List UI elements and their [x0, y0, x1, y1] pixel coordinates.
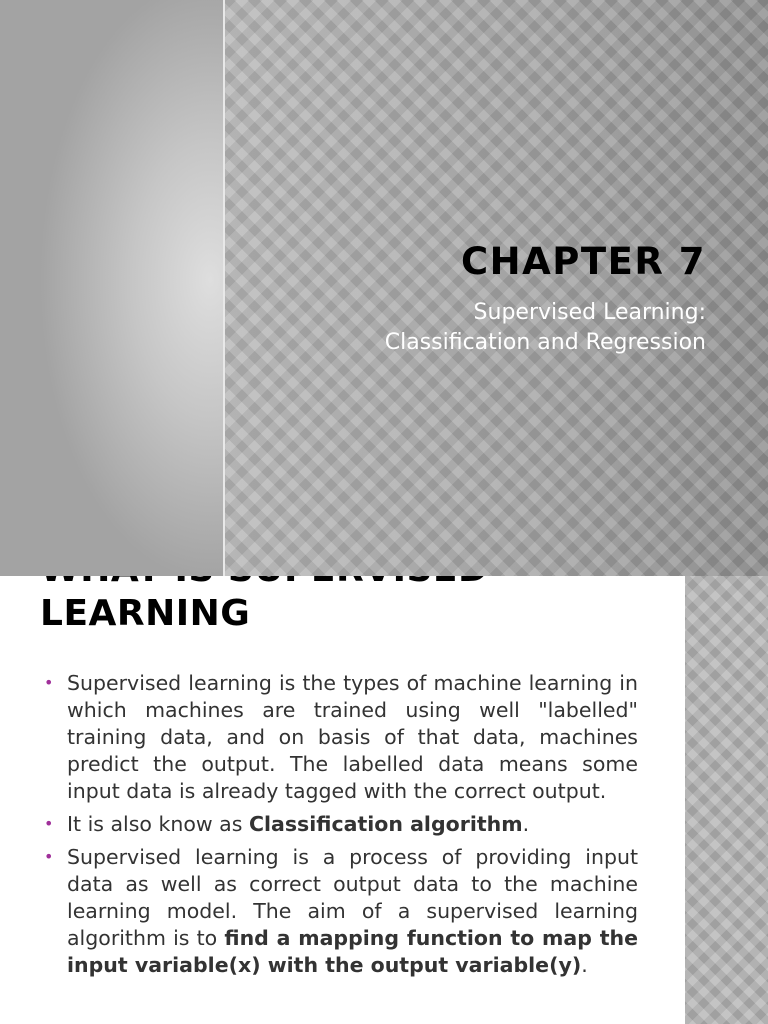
bullet-text: Supervised learning is a process of providing input data as well as correct output data to the machine learning model. The aim of a supervised learning algorithm is to [67, 845, 638, 950]
bullet-text-end: . [522, 812, 530, 836]
title-slide-pattern-panel [225, 0, 768, 576]
subtitle-line-1: Supervised Learning: [473, 300, 706, 325]
bullet-bold-text: find a mapping function to map the input variable(x) with the output variable(y) [67, 926, 638, 977]
content-slide [0, 576, 768, 1024]
subtitle-line-2: Classification and Regression [384, 330, 706, 355]
title-slide-left-panel [0, 0, 223, 576]
bullet-item [44, 670, 638, 805]
bullet-text: It is also know as [67, 812, 249, 836]
bullet-dot-icon: • [44, 673, 54, 692]
bullet-item [44, 844, 638, 979]
bullet-bold-text: Classification algorithm [248, 812, 523, 836]
bullet-list [44, 670, 638, 985]
content-heading: LEARNING [40, 593, 251, 634]
bullet-text: Supervised learning is the types of machine learning in which machines are trained using well "labelled" training data, and on basis of that data, machines predict the output. The labelled data means some input data is already tagged with the correct output. [67, 671, 638, 803]
content-slide-pattern-strip [685, 576, 768, 1024]
bullet-dot-icon: • [44, 847, 54, 866]
bullet-item [44, 811, 638, 838]
slide-subtitle [385, 298, 706, 358]
bullet-text-end: . [581, 953, 588, 977]
slide-title: CHAPTER 7 [460, 240, 706, 283]
bullet-dot-icon: • [44, 814, 54, 833]
